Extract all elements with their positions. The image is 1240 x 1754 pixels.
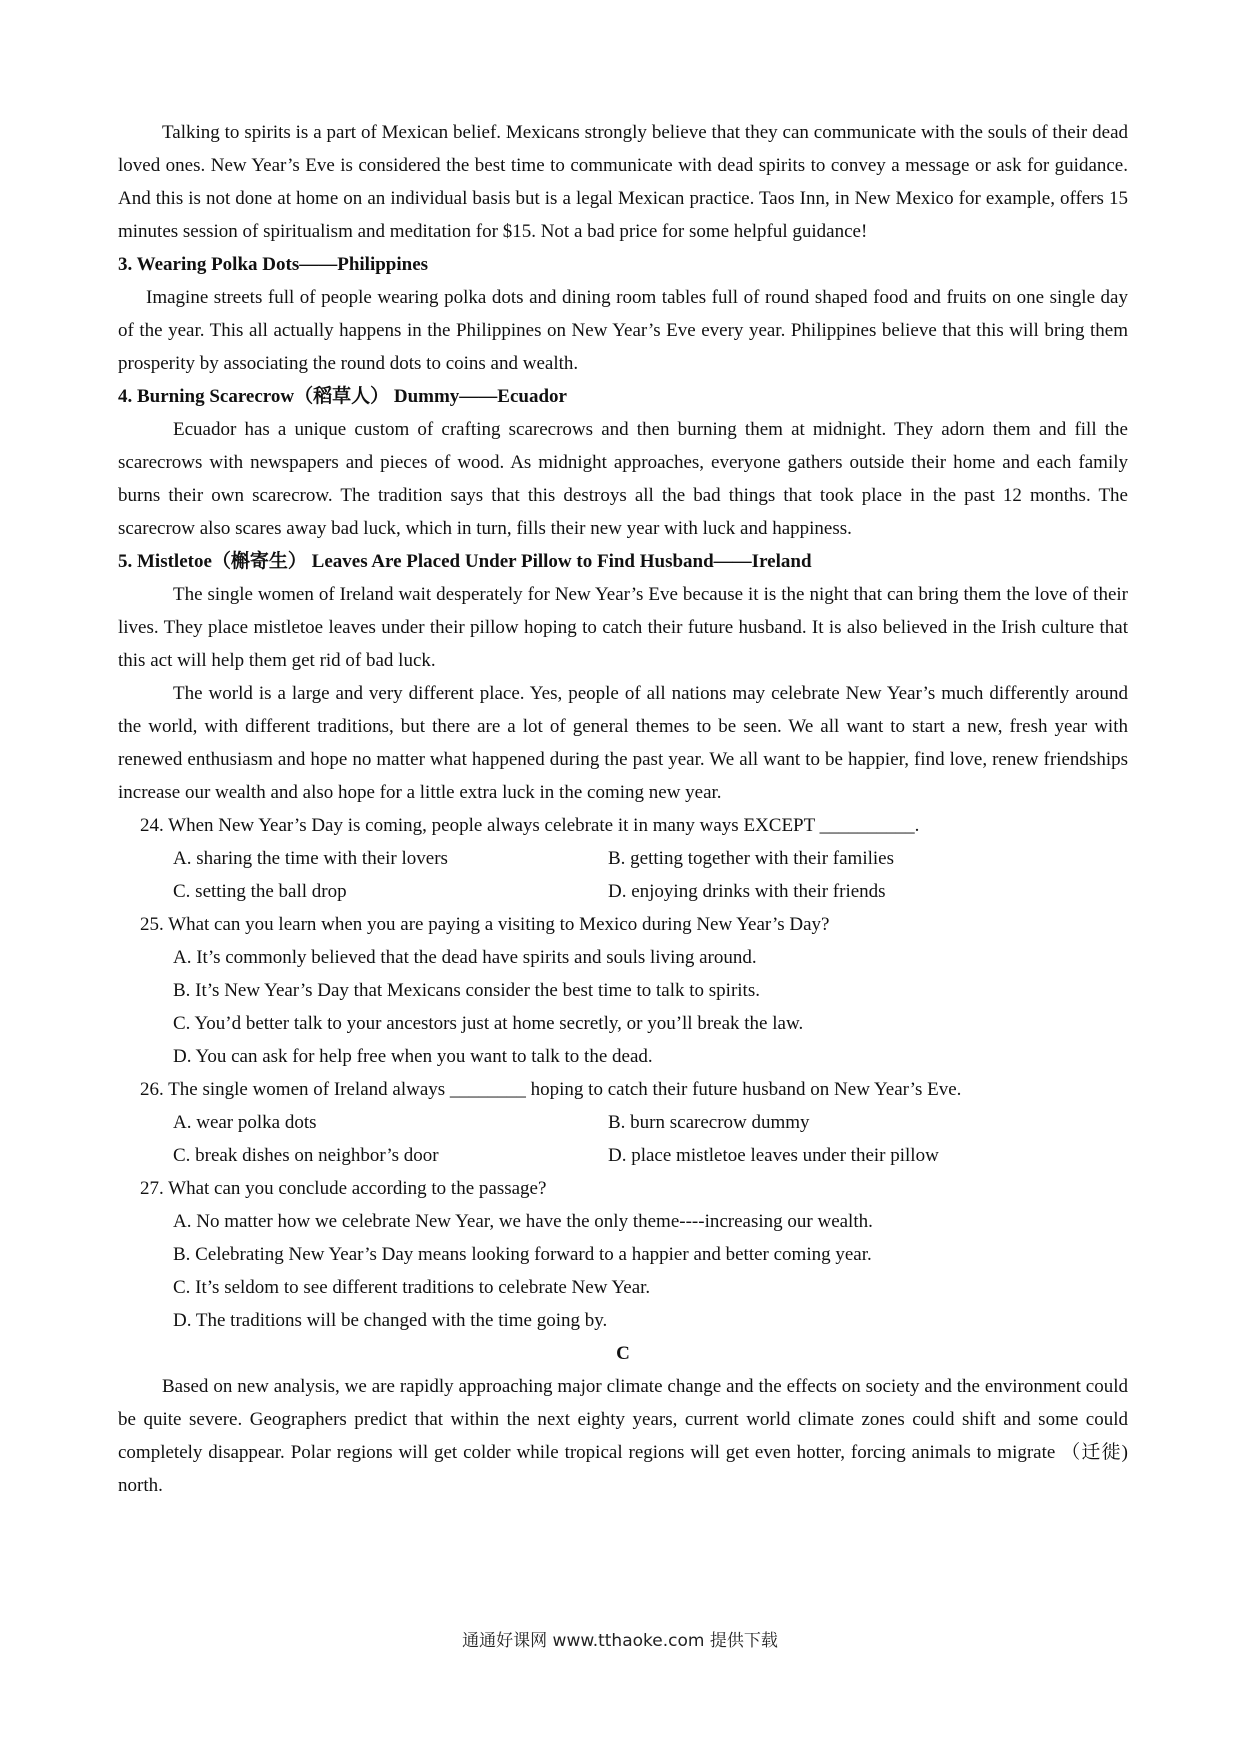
- heading-ireland: 5. Mistletoe（槲寄生） Leaves Are Placed Under Pillow to Find Husband——Ireland: [118, 551, 812, 572]
- question-26-option-d: D. place mistletoe leaves under their pillow: [608, 1145, 939, 1166]
- question-27-stem: 27. What can you conclude according to the passage?: [140, 1178, 547, 1199]
- question-27-option-b: B. Celebrating New Year’s Day means looking forward to a happier and better coming year.: [173, 1244, 872, 1265]
- question-24-options-row-2: [118, 875, 1128, 908]
- question-25-option-d: D. You can ask for help free when you want to talk to the dead.: [173, 1046, 653, 1067]
- question-26-option-c: C. break dishes on neighbor’s door: [173, 1145, 439, 1166]
- question-25-option-c: C. You’d better talk to your ancestors just at home secretly, or you’ll break the law.: [173, 1013, 804, 1034]
- question-24-option-b: B. getting together with their families: [608, 848, 894, 869]
- question-25-stem: 25. What can you learn when you are paying a visiting to Mexico during New Year’s Day?: [140, 914, 830, 935]
- question-27-option-c: C. It’s seldom to see different traditions to celebrate New Year.: [173, 1277, 651, 1298]
- question-27-option-d: D. The traditions will be changed with the time going by.: [173, 1310, 608, 1331]
- question-26-option-a: A. wear polka dots: [173, 1112, 317, 1133]
- question-25-option-b: B. It’s New Year’s Day that Mexicans consider the best time to talk to spirits.: [173, 980, 760, 1001]
- section-c-paragraph: Based on new analysis, we are rapidly approaching major climate change and the effects on society and the environment could be quite severe. Geographers predict that within the next eighty years, current world climate zones could shift and some could completely disappear. Polar regions will get colder while tropical regions will get even hotter, forcing animals to migrate （迁徙) north.: [118, 1376, 1128, 1496]
- section-c-title: C: [616, 1343, 630, 1364]
- question-24-option-a: A. sharing the time with their lovers: [173, 848, 448, 869]
- heading-ecuador: 4. Burning Scarecrow（稻草人） Dummy——Ecuador: [118, 386, 567, 407]
- mexico-paragraph: Talking to spirits is a part of Mexican belief. Mexicans strongly believe that they can communicate with the souls of their dead loved ones. New Year’s Eve is considered the best time to communicate with dead spirits to convey a message or ask for guidance. And this is not done at home on an individual basis but is a legal Mexican practice. Taos Inn, in New Mexico for example, offers 15 minutes session of spiritualism and meditation for $15. Not a bad price for some helpful guidance!: [118, 122, 1128, 242]
- page-footer: 通通好课网 www.tthaoke.com 提供下载: [462, 1631, 778, 1651]
- question-24-options-row-1: [118, 842, 1128, 875]
- question-24-stem: 24. When New Year’s Day is coming, people always celebrate it in many ways EXCEPT __________.: [140, 815, 920, 836]
- question-27-option-a: A. No matter how we celebrate New Year, we have the only theme----increasing our wealth.: [173, 1211, 873, 1232]
- heading-philippines: 3. Wearing Polka Dots——Philippines: [118, 254, 429, 275]
- philippines-paragraph: Imagine streets full of people wearing polka dots and dining room tables full of round shaped food and fruits on one single day of the year. This all actually happens in the Philippines on New Year’s Eve every year. Philippines believe that this will bring them prosperity by associating the round dots to coins and wealth.: [118, 287, 1128, 374]
- question-25-option-a: A. It’s commonly believed that the dead have spirits and souls living around.: [173, 947, 757, 968]
- question-26-options-row-2: [118, 1139, 1128, 1172]
- question-26-stem: 26. The single women of Ireland always ________ hoping to catch their future husband on New Year’s Eve.: [140, 1079, 962, 1100]
- question-26-option-b: B. burn scarecrow dummy: [608, 1112, 810, 1133]
- ireland-paragraph: The single women of Ireland wait desperately for New Year’s Eve because it is the night that can bring them the love of their lives. They place mistletoe leaves under their pillow hoping to catch their future husband. It is also believed in the Irish culture that this act will help them get rid of bad luck.: [118, 584, 1128, 671]
- ecuador-paragraph: Ecuador has a unique custom of crafting scarecrows and then burning them at midnight. They adorn them and fill the scarecrows with newspapers and pieces of wood. As midnight approaches, everyone gathers outside their home and each family burns their own scarecrow. The tradition says that this destroys all the bad things that took place in the past 12 months. The scarecrow also scares away bad luck, which in turn, fills their new year with luck and happiness.: [118, 419, 1128, 539]
- page-content: [118, 116, 1128, 1502]
- question-24-option-c: C. setting the ball drop: [173, 881, 347, 902]
- question-26-options-row-1: [118, 1106, 1128, 1139]
- conclusion-paragraph: The world is a large and very different place. Yes, people of all nations may celebrate New Year’s much differently around the world, with different traditions, but there are a lot of general themes to be seen. We all want to start a new, fresh year with renewed enthusiasm and hope no matter what happened during the past year. We all want to be happier, find love, renew friendships increase our wealth and also hope for a little extra luck in the coming new year.: [118, 683, 1128, 803]
- question-24-option-d: D. enjoying drinks with their friends: [608, 881, 886, 902]
